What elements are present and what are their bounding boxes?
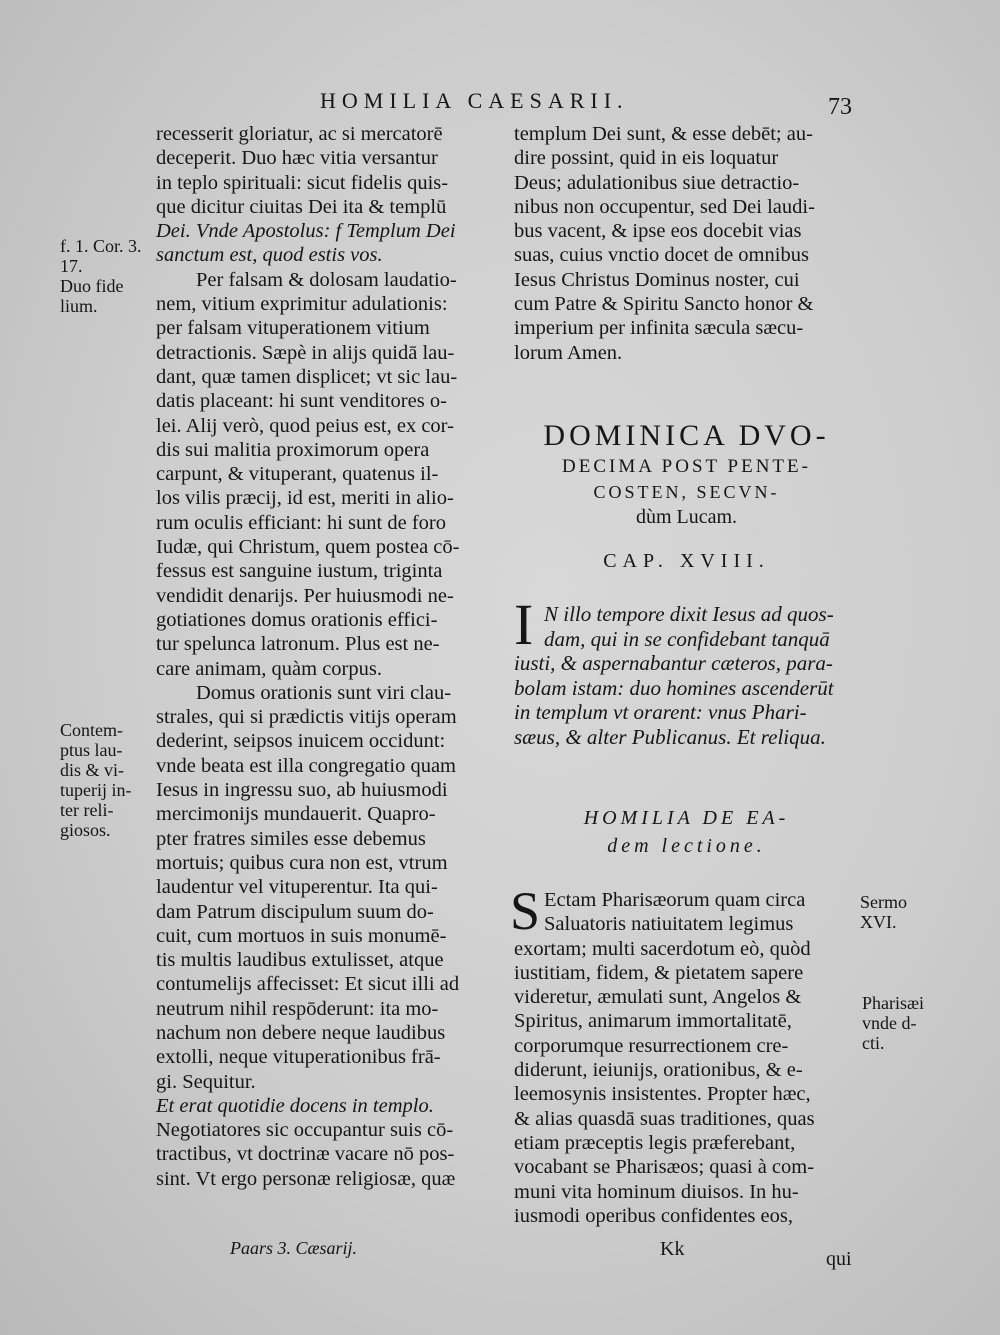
text-line: in templum vt orarent: vnus Phari- — [514, 700, 807, 724]
text-line: Domus orationis sunt viri clau- — [196, 681, 452, 704]
text-line: carpunt, & vituperant, quatenus il- — [156, 463, 439, 486]
gospel-dropcap: I — [514, 592, 534, 657]
text-line: nibus non occupentur, sed Dei laudi- — [514, 195, 815, 218]
gathering-mark: Kk — [660, 1238, 685, 1260]
text-line: rum oculis efficiant: hi sunt de foro — [156, 511, 446, 534]
printer-signature: Paars 3. Cæsarij. — [230, 1238, 358, 1258]
text-line: iustitiam, fidem, & pietatem sapere — [514, 961, 804, 984]
margin-line: Pharisæi — [862, 993, 925, 1013]
text-line: dant, quæ tamen displicet; vt sic lau- — [156, 365, 458, 388]
text-line: dam Patrum discipulum suum do- — [156, 900, 434, 923]
margin-note-pharisaei — [862, 993, 924, 1053]
text-line: etiam præceptis legis præferebant, — [514, 1131, 796, 1154]
section-title-line4: dùm Lucam. — [635, 506, 738, 528]
section-title-line2: DECIMA POST PENTE- — [562, 456, 811, 477]
text-line: in teplo spirituali: sicut fidelis quis- — [156, 171, 449, 194]
text-line: corporumque resurrectionem cre- — [514, 1034, 789, 1057]
text-line: deceperit. Duo hæc vitia versantur — [156, 147, 438, 170]
sermon-dropcap: S — [510, 881, 541, 941]
text-line: dis sui malitia proximorum opera — [156, 438, 430, 461]
text-line: suas, cuius vnctio docet de omnibus — [514, 244, 809, 267]
text-line: sæus, & alter Publicanus. Et reliqua. — [514, 724, 826, 749]
text-line: diderunt, ieiunijs, orationibus, & e- — [514, 1059, 803, 1082]
text-line: vocabant se Pharisæos; quasi à com- — [514, 1156, 815, 1179]
text-line: tis multis laudibus extulisset, atque — [156, 949, 444, 972]
text-line: mortuis; quibus cura non est, vtrum — [156, 851, 448, 874]
text-line: fessus est sanguine iustum, triginta — [156, 560, 443, 583]
text-line: strales, qui si prædictis vitijs operam — [156, 706, 457, 729]
section-title-line1: DOMINICA DVO- — [543, 419, 830, 452]
text-line: Iudæ, qui Christum, quem postea cō- — [156, 536, 460, 559]
text-line: Per falsam & dolosam laudatio- — [196, 268, 457, 291]
homily-title-line2: dem lectione. — [607, 835, 766, 857]
text-line: vnde beata est illa congregatio quam — [156, 754, 456, 777]
page-number: 73 — [828, 94, 852, 120]
text-line: leemosynis insistentes. Propter hæc, — [514, 1083, 811, 1106]
running-title: HOMILIA CAESARII. — [320, 88, 629, 113]
text-line: gi. Sequitur. — [156, 1070, 256, 1093]
text-line: & alias quasdā suas traditiones, quas — [514, 1107, 815, 1130]
gospel-passage — [514, 602, 859, 749]
text-line: gotiationes domus orationis effici- — [156, 608, 438, 631]
text-line: templum Dei sunt, & esse debēt; au- — [514, 123, 813, 145]
text-line: Ectam Pharisæorum quam circa — [544, 889, 806, 911]
text-line: cum Patre & Spiritu Sancto honor & — [514, 293, 814, 316]
text-line: bus vacent, & ipse eos docebit vias — [514, 220, 802, 243]
margin-line: dis & vi- — [60, 760, 125, 780]
text-line: cuit, cum mortuos in suis monumē- — [156, 924, 447, 947]
text-line: detractionis. Sæpè in alijs quidā lau- — [156, 341, 455, 364]
text-line: videretur, æmulati sunt, Angelos & — [514, 986, 802, 1009]
left-column — [156, 122, 501, 1191]
text-line: neutrum nihil respōderunt: ita mo- — [156, 997, 439, 1020]
text-line: muni vita hominum diuisos. In hu- — [514, 1180, 799, 1203]
text-line: dam, qui in se confidebant tanquā — [544, 626, 830, 651]
text-line: extolli, neque vituperationibus frā- — [156, 1046, 441, 1069]
margin-note-sermo — [860, 892, 907, 932]
text-line: tur spelunca latronum. Plus est ne- — [156, 633, 440, 656]
margin-note-scripture — [60, 236, 142, 316]
text-line: lorum Amen. — [514, 341, 623, 364]
text-line: contumelijs affecisset: Et sicut illi ad — [156, 973, 460, 996]
margin-line: Contem- — [60, 720, 123, 740]
text-line: laudentur vel vituperentur. Ita qui- — [156, 876, 438, 899]
text-line: sanctum est, quod estis vos. — [156, 244, 383, 267]
text-line: care animam, quàm corpus. — [156, 657, 382, 680]
text-line: Et erat quotidie docens in templo. — [156, 1094, 434, 1117]
text-line: Dei. Vnde Apostolus: f Templum Dei — [156, 220, 456, 243]
text-line: Saluatoris natiuitatem legimus — [544, 913, 794, 936]
text-line: N illo tempore dixit Iesus ad quos- — [544, 602, 834, 626]
section-title-line3: COSTEN, SECVN- — [593, 482, 780, 502]
homily-title-line1: HOMILIA DE EA- — [583, 807, 790, 829]
margin-line: f. 1. Cor. 3. — [60, 236, 142, 256]
right-column-top — [514, 122, 859, 365]
text-line: datis placeant: hi sunt venditores o- — [156, 390, 447, 413]
text-line: Deus; adulationibus siue detractio- — [514, 171, 800, 194]
margin-line: Duo fide — [60, 276, 124, 296]
text-line: recesserit gloriatur, ac si mercatorē — [156, 123, 443, 145]
text-line: los vilis præcij, id est, meriti in alio- — [156, 487, 454, 510]
margin-line: cti. — [862, 1033, 885, 1053]
text-line: dire possint, quid in eis loquatur — [514, 147, 779, 170]
text-line: nem, vitium exprimitur adulationis: — [156, 293, 448, 316]
text-line: Negotiatores sic occupantur suis cō- — [156, 1119, 454, 1142]
chapter-heading: CAP. XVIII. — [603, 550, 770, 572]
text-line: sint. Vt ergo personæ religiosæ, quæ — [156, 1167, 456, 1190]
text-line: iusmodi operibus confidentes eos, — [514, 1204, 793, 1227]
text-line: Iesus Christus Dominus noster, cui — [514, 268, 800, 291]
margin-line: tuperij in- — [60, 780, 132, 800]
text-line: iusti, & aspernabantur cæteros, para- — [514, 651, 833, 675]
text-line: imperium per infinita sæcula sæcu- — [514, 317, 804, 340]
margin-line: XVI. — [860, 912, 897, 932]
text-line: pter fratres similes esse debemus — [156, 827, 426, 850]
margin-line: 17. — [60, 256, 83, 276]
text-line: per falsam vituperationem vitium — [156, 317, 430, 340]
margin-line: lium. — [60, 296, 98, 316]
text-line: Spiritus, animarum immortalitatē, — [514, 1010, 792, 1033]
margin-line: ter reli- — [60, 800, 114, 820]
margin-note-contemptus — [60, 720, 131, 840]
text-line: Iesus in ingressu suo, ab huiusmodi — [156, 779, 448, 802]
margin-line: giosos. — [60, 820, 111, 840]
text-line: lei. Alij verò, quod peius est, ex cor- — [156, 414, 454, 437]
text-line: que dicitur ciuitas Dei ita & templū — [156, 195, 447, 218]
homily-title — [514, 804, 859, 860]
text-line: dederint, seipsos inuicem occidunt: — [156, 730, 446, 753]
margin-line: ptus lau- — [60, 740, 123, 760]
margin-line: Sermo — [860, 892, 907, 912]
text-line: bolam istam: duo homines ascenderūt — [514, 675, 834, 700]
text-line: mercimonijs mundauerit. Quapro- — [156, 803, 436, 826]
text-line: exortam; multi sacerdotum eò, quòd — [514, 937, 811, 960]
text-line: tractibus, vt doctrinæ vacare nō pos- — [156, 1143, 455, 1166]
catchword: qui — [826, 1248, 852, 1270]
section-heading — [514, 418, 859, 530]
text-line: vendidit denarijs. Per huiusmodi ne- — [156, 584, 454, 607]
sermon-text — [514, 888, 859, 1228]
text-line: nachum non debere neque laudibus — [156, 1021, 446, 1044]
margin-line: vnde d- — [862, 1013, 917, 1033]
